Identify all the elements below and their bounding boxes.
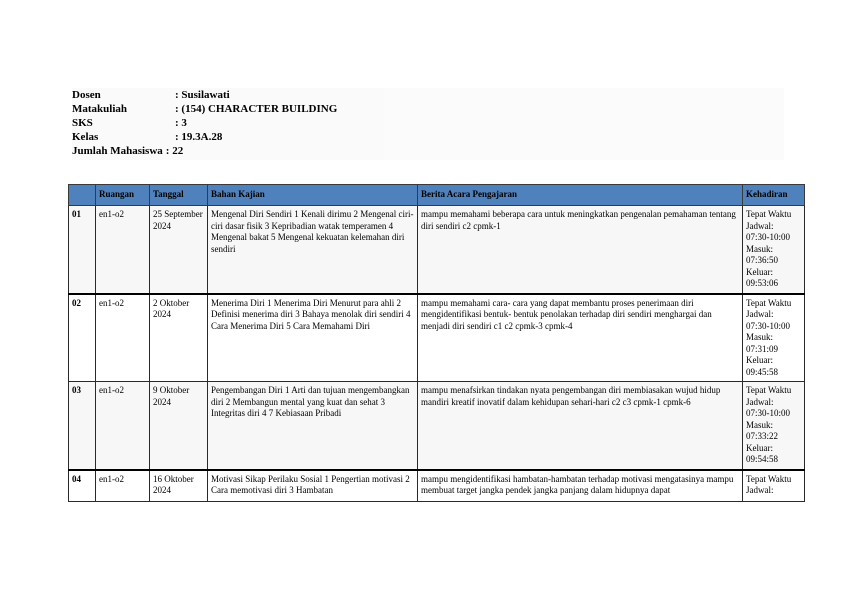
course-info — [72, 88, 384, 160]
sks-label: SKS — [72, 117, 93, 129]
kehadiran-jadwal-label: Jadwal: — [746, 396, 774, 407]
dosen-value: : Susilawati — [175, 89, 230, 101]
column-header-no — [69, 185, 96, 206]
kehadiran-jadwal-label: Jadwal: — [746, 309, 774, 319]
kehadiran-masuk-label: Masuk: — [746, 243, 773, 254]
kehadiran-jadwal-value: 07:30-10:00 — [746, 320, 790, 331]
row-ruangan: en1-o2 — [96, 382, 150, 470]
jumlah-label: Jumlah Mahasiswa — [72, 145, 163, 157]
table-header-row — [69, 185, 805, 206]
kehadiran-status: Tepat Waktu — [746, 385, 792, 395]
matakuliah-value: : (154) CHARACTER BUILDING — [175, 103, 338, 115]
row-ruangan: en1-o2 — [96, 206, 150, 294]
kehadiran-keluar-label: Keluar: — [746, 442, 773, 453]
table-row — [69, 382, 805, 470]
kehadiran-keluar-value: 09:53:06 — [746, 278, 779, 288]
jumlah-value: : 22 — [165, 145, 184, 157]
kehadiran-masuk-label: Masuk: — [746, 419, 773, 430]
kehadiran-keluar-value: 09:54:58 — [746, 454, 779, 464]
matakuliah-label: Matakuliah — [72, 103, 128, 115]
column-header-ruangan: Ruangan — [96, 185, 150, 206]
kehadiran-keluar-label: Keluar: — [746, 266, 773, 277]
row-tanggal: 16 Oktober 2024 — [150, 470, 208, 502]
row-bahan-kajian: Pengembangan Diri 1 Arti dan tujuan mengembangkan diri 2 Membangun mental yang kuat dan sehat 3 Integritas diri 4 7 Kebiasaan Pribadi — [208, 382, 418, 470]
dosen-label: Dosen — [72, 89, 101, 101]
row-ruangan: en1-o2 — [96, 470, 150, 502]
row-bahan-kajian: Motivasi Sikap Perilaku Sosial 1 Pengertian motivasi 2 Cara memotivasi diri 3 Hambatan — [208, 470, 418, 502]
column-header-bahan-kajian: Bahan Kajian — [208, 185, 418, 206]
info-row-jumlah — [72, 144, 384, 158]
row-bahan-kajian: Menerima Diri 1 Menerima Diri Menurut para ahli 2 Definisi menerima diri 3 Bahaya menolak diri sendiri 4 Cara Menerima Diri 5 Cara Memahami Diri — [208, 294, 418, 382]
kehadiran-status: Tepat Waktu — [746, 209, 792, 219]
kehadiran-masuk-value: 07:33:22 — [746, 431, 779, 441]
info-row-sks — [72, 116, 384, 130]
kehadiran-jadwal-value: 07:30-10:00 — [746, 232, 790, 242]
lecture-schedule-table — [68, 184, 805, 502]
column-header-tanggal: Tanggal — [150, 185, 208, 206]
kehadiran-jadwal-value: 07:30-10:00 — [746, 408, 790, 418]
header-background — [384, 88, 784, 160]
table-row — [69, 470, 805, 502]
row-ruangan: en1-o2 — [96, 294, 150, 382]
row-berita-acara: mampu mengidentifikasi hambatan-hambatan terhadap motivasi mengatasinya mampu membuat target jangka pendek jangka panjang dalam hidupnya dapat — [418, 470, 743, 502]
row-bahan-kajian: Mengenal Diri Sendiri 1 Kenali dirimu 2 Mengenal ciri-ciri dasar fisik 3 Kepribadian watak temperamen 4 Mengenal bakat 5 Mengenal kekuatan kelemahan diri sendiri — [208, 206, 418, 294]
kehadiran-jadwal-label: Jadwal: — [746, 485, 774, 495]
row-kehadiran — [743, 470, 805, 502]
kehadiran-status: Tepat Waktu — [746, 297, 792, 308]
kelas-label: Kelas — [72, 131, 99, 143]
kelas-value: : 19.3A.28 — [175, 131, 223, 143]
kehadiran-masuk-label: Masuk: — [746, 332, 773, 342]
column-header-berita-acara: Berita Acara Pengajaran — [418, 185, 743, 206]
row-berita-acara: mampu menafsirkan tindakan nyata pengembangan diri membiasakan wujud hidup mandiri kreatif inovatif dalam kehidupan sehari-hari c2 c3 cpmk-1 cpmk-6 — [418, 382, 743, 470]
row-number: 01 — [69, 206, 96, 294]
row-kehadiran — [743, 382, 805, 470]
row-kehadiran — [743, 294, 805, 382]
table-row — [69, 294, 805, 382]
row-kehadiran — [743, 206, 805, 294]
column-header-kehadiran: Kehadiran — [743, 185, 805, 206]
row-berita-acara: mampu memahami beberapa cara untuk meningkatkan pengenalan pemahaman tentang diri sendiri c2 cpmk-1 — [418, 206, 743, 294]
row-tanggal: 9 Oktober 2024 — [150, 382, 208, 470]
kehadiran-masuk-value: 07:36:50 — [746, 255, 779, 265]
row-number: 02 — [69, 294, 96, 382]
kehadiran-keluar-value: 09:45:58 — [746, 366, 779, 377]
kehadiran-status: Tepat Waktu — [746, 473, 792, 484]
info-row-dosen — [72, 88, 384, 102]
row-number: 04 — [69, 470, 96, 502]
row-berita-acara: mampu memahami cara- cara yang dapat membantu proses penerimaan diri mengidentifikasi bentuk- bentuk penolakan terhadap diri sendiri menghargai dan menjadi diri sendiri c1 c2 cpmk-3 cpmk-4 — [418, 294, 743, 382]
sks-value: : 3 — [175, 117, 187, 129]
table-row — [69, 206, 805, 294]
row-tanggal: 2 Oktober 2024 — [150, 294, 208, 382]
kehadiran-masuk-value: 07:31:09 — [746, 343, 779, 354]
row-tanggal: 25 September 2024 — [150, 206, 208, 294]
kehadiran-keluar-label: Keluar: — [746, 355, 773, 365]
info-row-kelas — [72, 130, 384, 144]
row-number: 03 — [69, 382, 96, 470]
kehadiran-jadwal-label: Jadwal: — [746, 220, 774, 231]
info-row-matakuliah — [72, 102, 384, 116]
